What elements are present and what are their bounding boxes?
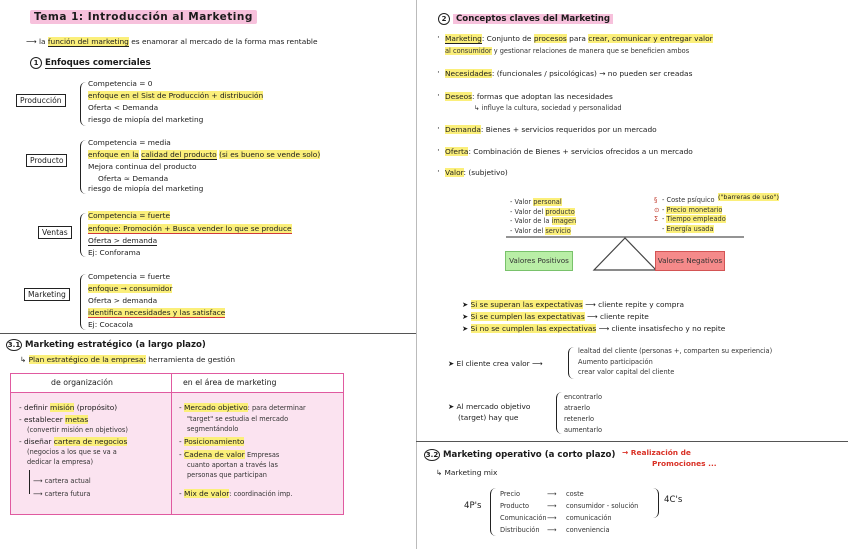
mix-c-list [566, 488, 638, 536]
list-item: lealtad del cliente (personas +, comparten su experiencia) [578, 347, 773, 355]
c2-l1: - Mercado objetivo: para determinar [179, 403, 306, 412]
brace [652, 488, 659, 518]
positive-value-item: - Valor del producto [510, 207, 575, 216]
producto-l5: riesgo de miopía del marketing [88, 184, 204, 193]
client-value-lead: ➤ El cliente crea valor ⟶ [448, 359, 543, 368]
deseos-def: Deseos: formas que adoptan las necesidades [445, 92, 613, 101]
produccion-l4: riesgo de miopía del marketing [88, 115, 204, 124]
negative-value-item: - Tiempo empleado [662, 215, 726, 223]
brace [568, 347, 575, 379]
expectation-row: ➤ Si no se cumplen las expectativas ⟶ cliente insatisfecho y no repite [462, 324, 726, 333]
bullet: · [437, 124, 440, 134]
deseos-l2: ↳ influye la cultura, sociedad y personalidad [474, 104, 622, 112]
producto-l3: Mejora continua del producto [88, 162, 197, 171]
col1-header: de organización [51, 378, 113, 387]
mix-row: Comunicación [500, 514, 547, 522]
ventas-l3: Oferta > demanda [88, 236, 158, 245]
positive-value-item: - Valor del servicio [510, 226, 571, 235]
mix-row: consumidor - solución [566, 502, 639, 510]
promotions-note-2: Promociones ... [652, 459, 717, 468]
bullet: · [437, 167, 440, 177]
marketing-l5: Ej: Cocacola [88, 320, 134, 329]
mix-row: Precio [500, 490, 520, 498]
brace [556, 392, 563, 434]
target-lead-2: (target) hay que [458, 413, 519, 422]
box-ventas: Ventas [38, 226, 72, 239]
section-title: Marketing estratégico (a largo plazo) [25, 340, 206, 350]
positive-values-list [510, 198, 576, 236]
section-31-sub: ↳ Plan estratégico de la empresa: herramienta de gestión [20, 355, 236, 364]
marketing-l3: Oferta > demanda [88, 296, 158, 305]
c1-l3: (convertir misión en objetivos) [27, 426, 128, 434]
negative-values-list [662, 196, 726, 234]
brace [490, 488, 497, 536]
demanda-def: Demanda: Bienes + servicios requeridos por un mercado [445, 125, 657, 134]
section-title: Conceptos claves del Marketing [453, 14, 613, 24]
necesidades-def: Necesidades: (funcionales / psicológicas) → no pueden ser creadas [445, 69, 693, 78]
bullet: · [437, 146, 440, 156]
promotions-note-1: → Realización de [622, 448, 691, 457]
c2-l4: - Posicionamiento [179, 437, 245, 446]
target-actions [564, 392, 602, 436]
table-divider [171, 374, 172, 514]
brace [80, 213, 87, 257]
page-title: Tema 1: Introducción al Marketing [30, 10, 257, 24]
negative-value-item: - Precio monetario [662, 205, 723, 214]
arrow-right-icon: ⟶ [547, 526, 557, 534]
section-number: 2 [438, 13, 450, 25]
list-item: crear valor capital del cliente [578, 368, 675, 376]
brace [80, 274, 87, 330]
produccion-l3: Oferta < Demanda [88, 103, 159, 112]
c1-l6: dedicar la empresa) [27, 458, 94, 466]
arrow-right-icon: ⟶ [547, 502, 557, 510]
expectation-row: ➤ Si se superan las expectativas ⟶ cliente repite y compra [462, 300, 685, 309]
arrow-right-icon: ⟶ [547, 514, 557, 522]
negative-value-item: - Coste psíquico [662, 196, 715, 204]
negative-icons [654, 196, 660, 225]
bullet: · [437, 91, 440, 101]
intro-line [26, 38, 318, 47]
c1-l8: ⟶ cartera futura [33, 490, 91, 498]
arrow-right-icon: ⟶ [547, 490, 557, 498]
divider [416, 441, 848, 442]
mix-row: Producto [500, 502, 530, 510]
positive-value-item: - Valor de la imagen [510, 217, 577, 225]
mix-row: comunicación [566, 514, 612, 522]
ventas-l1: Competencia = fuerte [88, 211, 171, 220]
producto-l4: Oferta ≈ Demanda [98, 174, 169, 183]
list-item: aumentarlo [564, 426, 603, 434]
column-divider [416, 0, 417, 549]
marketing-mix-label: ↳ Marketing mix [436, 468, 498, 477]
c2-l5: - Cadena de valor Empresas [179, 450, 280, 459]
c2-l3: segmentándolo [187, 425, 239, 433]
client-value-list [578, 346, 772, 378]
marketing-def-l1: Marketing: Conjunto de procesos para crear, comunicar y entregar valor [445, 34, 713, 43]
marketing-l2: enfoque → consumidor [88, 284, 173, 293]
strategy-table [10, 373, 344, 515]
four-c-label: 4C's [664, 495, 683, 505]
mix-p-list [500, 488, 547, 536]
divider [0, 333, 416, 334]
section-2-heading [438, 13, 613, 25]
section-32-heading [424, 449, 615, 461]
box-producto: Producto [26, 154, 67, 167]
oferta-def: Oferta: Combinación de Bienes + servicios ofrecidos a un mercado [445, 147, 693, 156]
marketing-l1: Competencia = fuerte [88, 272, 171, 281]
intro-prefix: la [38, 37, 46, 46]
c1-l5: (negocios a los que se va a [27, 448, 117, 456]
produccion-l1: Competencia = 0 [88, 79, 153, 88]
target-lead-1: ➤ Al mercado objetivo [448, 402, 531, 411]
negative-value-item: - Energía usada [662, 224, 714, 233]
section-number: 3.1 [7, 341, 21, 349]
marketing-def-l2: al consumidor y gestionar relaciones de manera que se beneficien ambos [445, 47, 690, 55]
producto-l2: enfoque en la calidad del producto (si es bueno se vende solo) [88, 150, 321, 159]
list-item: retenerlo [564, 415, 595, 423]
c1-l7: ⟶ cartera actual [33, 477, 91, 485]
brace [80, 82, 87, 126]
mix-row: coste [566, 490, 584, 498]
bullet: · [437, 68, 440, 78]
arrow-right-icon: ⟶ [26, 37, 37, 46]
sigma-icon: Σ [654, 215, 659, 223]
section-number: 1 [30, 57, 42, 69]
list-item: Aumento participación [578, 357, 653, 366]
connector [29, 470, 30, 494]
c2-l6: cuanto aportan a través las [187, 461, 278, 469]
expectation-row: ➤ Si se cumplen las expectativas ⟶ cliente repite [462, 312, 649, 321]
arrow-right-icon: ↳ [20, 355, 27, 364]
section-title: Marketing operativo (a corto plazo) [443, 450, 616, 460]
intro-rest: es enamorar al mercado de la forma mas rentable [131, 37, 318, 46]
positive-values-badge: Valores Positivos [505, 251, 573, 271]
intro-highlight: función del marketing [47, 37, 129, 46]
ventas-l4: Ej: Conforama [88, 248, 141, 257]
list-item: encontrarlo [564, 393, 602, 401]
c2-l2: "target" se estudia el mercado [187, 415, 289, 423]
mix-row: conveniencia [566, 526, 610, 534]
c1-l1: - definir misión (propósito) [19, 403, 118, 412]
section-1-heading [30, 57, 151, 69]
negative-values-badge: Valores Negativos [655, 251, 725, 271]
valor-def: Valor: (subjetivo) [445, 168, 508, 177]
mix-arrows [547, 488, 556, 536]
four-p-label: 4P's [464, 501, 482, 511]
marketing-l4: identifica necesidades y las satisface [88, 308, 226, 317]
positive-value-item: - Valor personal [510, 198, 562, 206]
list-item: atraerlo [564, 404, 591, 412]
mix-row: Distribución [500, 526, 540, 534]
ventas-l2: enfoque: Promoción + Busca vender lo que se produce [88, 224, 292, 233]
section-number: 3.2 [425, 451, 439, 459]
col2-header: en el área de marketing [183, 378, 277, 387]
producto-l1: Competencia = media [88, 138, 171, 147]
bullet: · [437, 33, 440, 43]
box-produccion: Producción [16, 94, 66, 107]
clock-icon: ⊙ [654, 205, 660, 214]
section-31-heading [6, 339, 206, 351]
brace [80, 140, 87, 194]
box-marketing: Marketing [24, 288, 70, 301]
c2-l8: - Mix de valor: coordinación imp. [179, 489, 293, 498]
dollar-icon: § [654, 196, 658, 204]
section-title: Enfoques comerciales [45, 58, 151, 68]
barriers-note: ("barreras de uso") [718, 193, 779, 201]
c2-l7: personas que participan [187, 471, 267, 479]
c1-l4: - diseñar cartera de negocios [19, 437, 128, 446]
c1-l2: - establecer metas [19, 415, 89, 424]
produccion-l2: enfoque en el Sist de Producción + distribución [88, 91, 264, 100]
